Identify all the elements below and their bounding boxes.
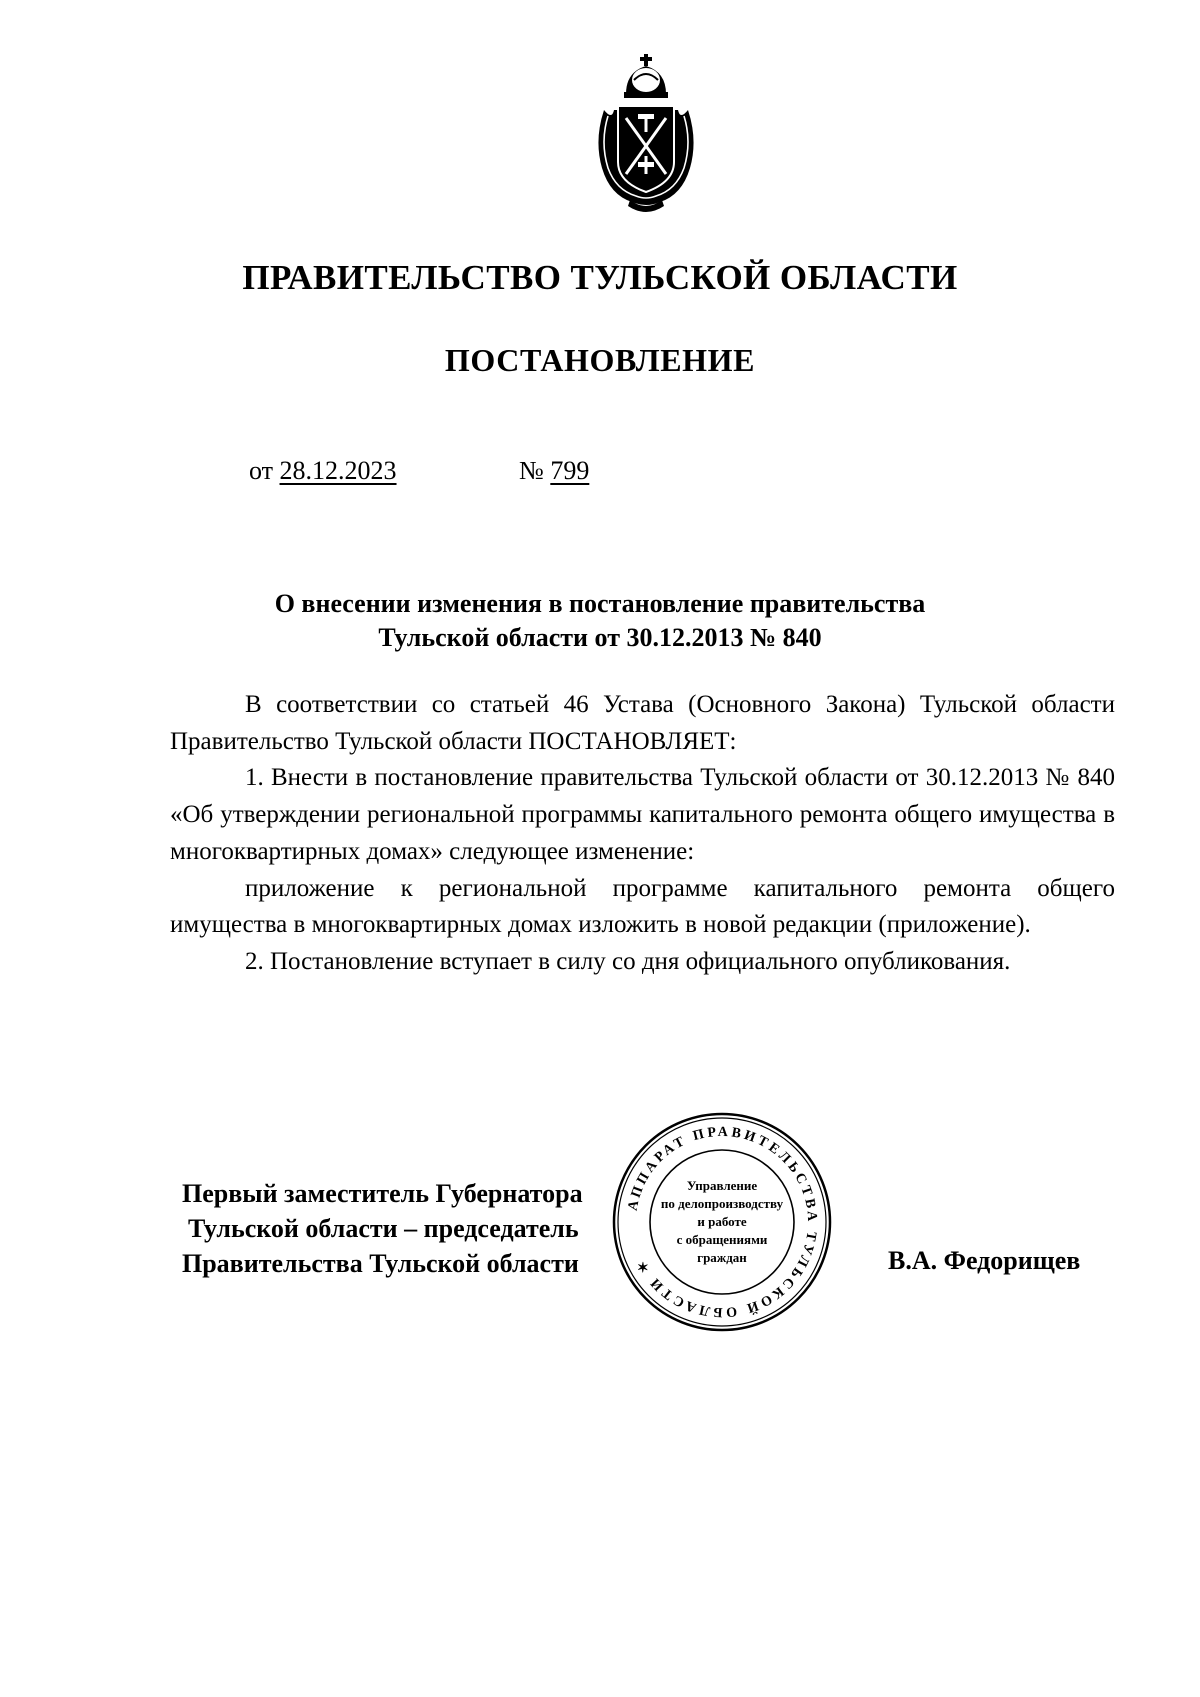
position-line-3: Правительства Тульской области xyxy=(182,1249,579,1278)
tula-coat-of-arms-icon xyxy=(590,50,702,218)
signatory-position xyxy=(182,1176,583,1281)
number-value: 799 xyxy=(550,456,590,485)
svg-text:и работе: и работе xyxy=(697,1214,747,1229)
document-body xyxy=(170,687,1115,981)
signer-name: В.А. Федорищев xyxy=(888,1246,1081,1275)
number-prefix: № xyxy=(519,456,544,485)
svg-text:граждан: граждан xyxy=(697,1250,747,1265)
organization-title: ПРАВИТЕЛЬСТВО ТУЛЬСКОЙ ОБЛАСТИ xyxy=(242,258,958,297)
stamp-inner-text xyxy=(661,1178,784,1265)
body-paragraph-preamble: В соответствии со статьей 46 Устава (Основного Закона) Тульской области Правительство Тульской области ПОСТАНОВЛЯЕТ: xyxy=(170,691,1115,755)
position-line-1: Первый заместитель Губернатора xyxy=(182,1179,583,1208)
document-subject xyxy=(150,587,1050,655)
svg-text:по делопроизводству: по делопроизводству xyxy=(660,1196,784,1211)
document-type: ПОСТАНОВЛЕНИЕ xyxy=(444,342,756,378)
subject-line-1: О внесении изменения в постановление правительства xyxy=(274,589,926,618)
date-value: 28.12.2023 xyxy=(279,456,397,485)
subject-line-2: Тульской области от 30.12.2013 № 840 xyxy=(378,623,822,652)
document-number xyxy=(519,456,589,486)
svg-text:с обращениями: с обращениями xyxy=(676,1232,768,1247)
stamp-ring-text: АППАРАТ ПРАВИТЕЛЬСТВА ТУЛЬСКОЙ ОБЛАСТИ ✶ xyxy=(625,1124,820,1320)
position-line-2: Тульской области – председатель xyxy=(188,1214,579,1243)
svg-text:Управление: Управление xyxy=(686,1178,758,1193)
document-date xyxy=(249,456,397,486)
body-paragraph-item-2: 2. Постановление вступает в силу со дня официального опубликования. xyxy=(245,947,1011,975)
body-paragraph-amendment: приложение к региональной программе капитального ремонта общего имущества в многоквартирных домах изложить в новой редакции (приложение). xyxy=(170,874,1115,939)
official-stamp xyxy=(610,1110,834,1334)
date-prefix: от xyxy=(249,456,274,485)
body-paragraph-item-1: 1. Внести в постановление правительства Тульской области от 30.12.2013 № 840 «Об утверждении региональной программы капитального ремонта общего имущества в многоквартирных домах» следующее изменение: xyxy=(170,764,1115,865)
